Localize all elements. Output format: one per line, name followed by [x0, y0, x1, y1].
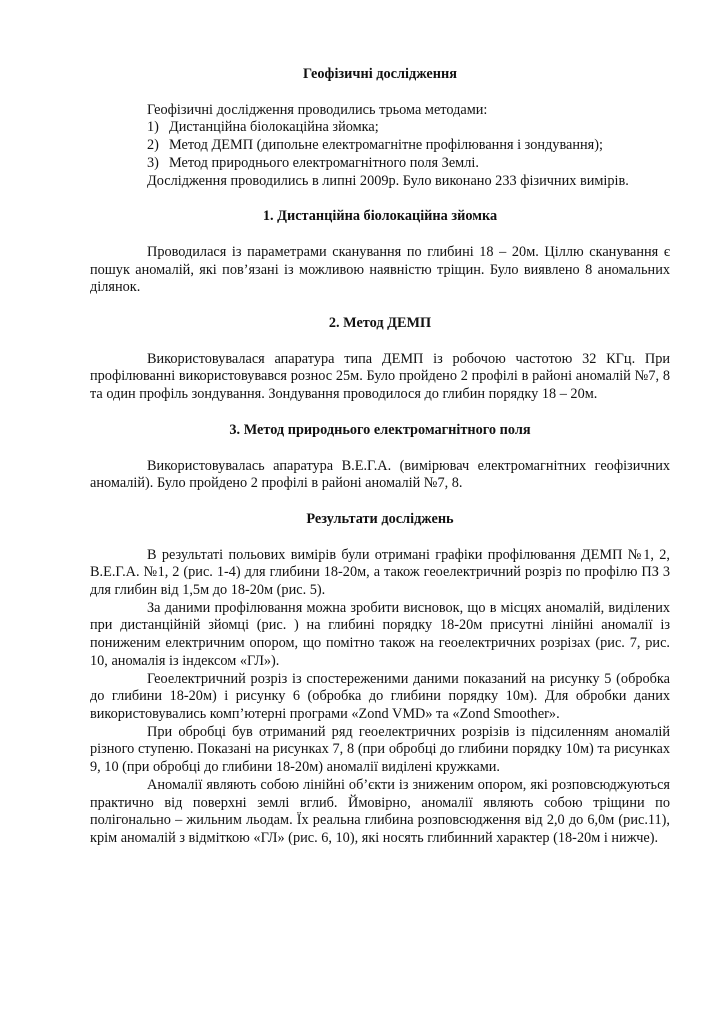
method-text: Метод ДЕМП (дипольне електромагнітне профілювання і зондування); [169, 137, 603, 154]
method-number: 1) [147, 119, 159, 136]
document-page [90, 66, 670, 848]
paragraph: За даними профілювання можна зробити висновок, що в місцях аномалій, виділених при дистанційній зйомці (рис. ) на глибині порядку 18-20м присутні лінійні аномалії із пониженим електричним опором, що помітно також на геоелектричних розрізах (рис. 7, рис. 10, аномалія із індексом «ГЛ»). [90, 599, 670, 669]
intro-lead: Геофізичні дослідження проводились трьома методами: [147, 101, 488, 118]
paragraph: Геоелектричний розріз із спостереженими даними показаний на рисунку 5 (обробка до глибини 18-20м) і рисунку 6 (обробка до глибини порядку 10м). Для обробки даних використовувались комп’ютерні програми «Zond VMD» та «Zond Smoother». [90, 670, 670, 722]
method-text: Метод природнього електромагнітного поля Землі. [169, 154, 479, 171]
section-heading: 2. Метод ДЕМП [328, 315, 432, 332]
method-item [147, 137, 670, 155]
section-natural-field-method [90, 422, 670, 493]
intro-summary: Дослідження проводились в липні 2009р. Було виконано 233 фізичних вимірів. [147, 172, 629, 189]
paragraph: При обробці був отриманий ряд геоелектричних розрізів із підсиленням аномалій різного ступеню. Показані на рисунках 7, 8 (при обробці до глибини порядку 10м) та рисунках 9, 10 (при обробці до глибини 18-20м) аномалії виділені кружками. [90, 723, 670, 776]
document-title: Геофізичні дослідження [303, 66, 457, 82]
section-results [90, 511, 670, 848]
section-remote-sensing [90, 208, 670, 297]
paragraph: Аномалії являють собою лінійні об’єкти із зниженим опором, які розповсюджуються практично від поверхні землі вглиб. Ймовірно, аномалії являють собою тріщини по полігонально – жильним льодам. Їх реальна глибина розповсюдження від 2,0 до 6,0м (рис.11), крім аномалій з відміткою «ГЛ» (рис. 6, 10), які носять глибинний характер (18-20м і нижче). [90, 776, 670, 846]
method-item [147, 155, 670, 173]
method-number: 2) [147, 137, 159, 154]
section-demp-method [90, 315, 670, 404]
paragraph: Проводилася із параметрами сканування по глибині 18 – 20м. Ціллю сканування є пошук аномалій, які пов’язані із можливою наявністю тріщин. Було виявлено 8 аномальних ділянок. [90, 243, 670, 296]
method-text: Дистанційна біолокаційна зйомка; [169, 119, 379, 136]
paragraph: В результаті польових вимірів були отримані графіки профілювання ДЕМП №1, 2, В.Е.Г.А. №1, 2 (рис. 1-4) для глибини 18-20м, а також геоелектричний розріз по профілю ПЗ 3 для глибин від 1,5м до 18-20м (рис. 5). [90, 546, 670, 599]
paragraph: Використовувалася апаратура типа ДЕМП із робочою частотою 32 КГц. При профілюванні використовувався рознос 25м. Було пройдено 2 профілі в районі аномалій №7, 8 та один профіль зондування. Зондування проводилося до глибин порядку 18 – 20м. [90, 350, 670, 403]
method-number: 3) [147, 154, 159, 171]
section-heading: Результати досліджень [306, 510, 454, 527]
paragraph: Використовувалась апаратура В.Е.Г.А. (вимірювач електромагнітних геофізичних аномалій). Було пройдено 2 профілі в районі аномалій №7, 8. [90, 457, 670, 492]
method-item [147, 119, 670, 137]
intro-block [90, 102, 670, 191]
methods-list [147, 119, 670, 172]
section-heading: 1. Дистанційна біолокаційна зйомка [262, 208, 498, 225]
section-heading: 3. Метод природнього електромагнітного поля [229, 421, 531, 438]
